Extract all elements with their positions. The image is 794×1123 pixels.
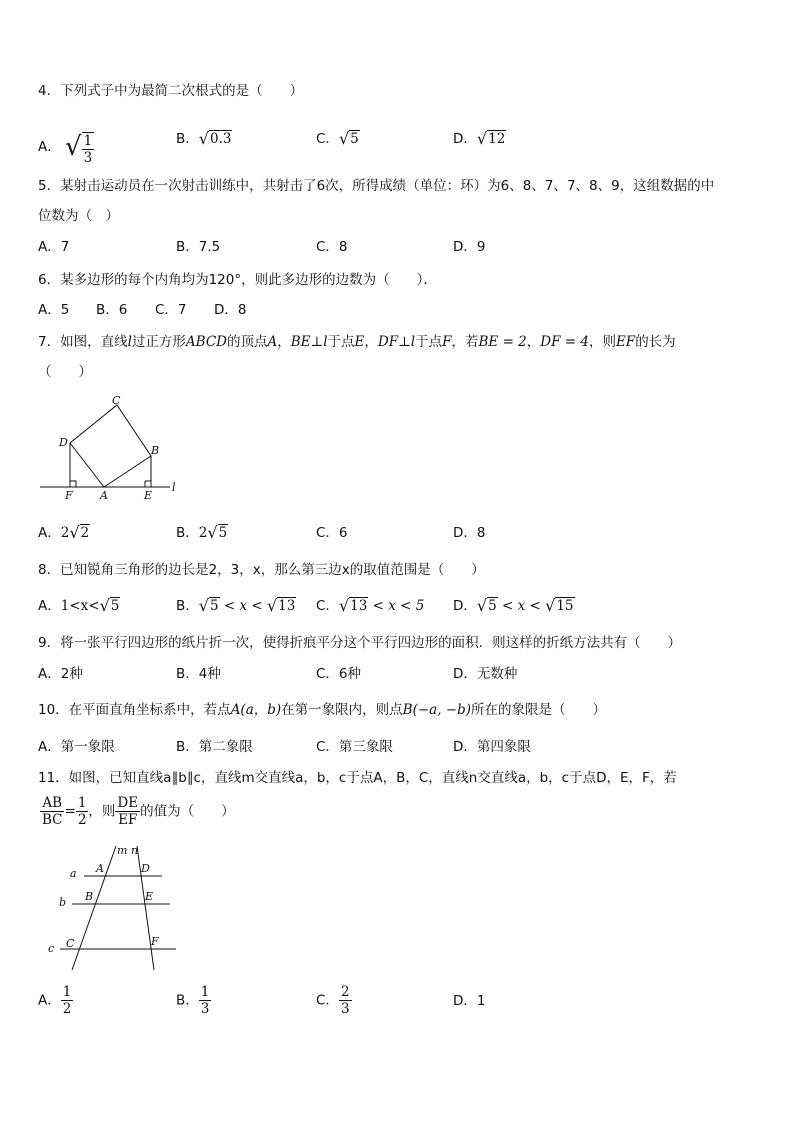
label-line-n: n [131,844,139,857]
q7-stem-line2: （ ） [38,364,92,380]
q8-option-c: C． √ 13 < x < 5 [316,596,425,615]
q11-option-d: D．1 [453,993,486,1009]
q11-option-b: B． $\frac{1}{3}$ [176,984,210,1017]
q4-option-b: B． √ 0.3 [176,129,232,148]
q6-stem: 6．某多边形的每个内角均为120°，则此多边形的边数为（ ）． [38,272,437,288]
q6-option-a: A．5 [38,302,70,318]
q7-option-c: C．6 [316,525,348,541]
label-b: B [151,444,160,457]
label-line-b: b [59,896,67,909]
q11-option-a: A． $\frac{1}{2}$ [38,984,72,1017]
label-c: C [112,394,121,407]
q4-option-c: C． √ 5 [316,129,359,148]
q7-option-a: A．2 √ 2 [38,523,90,542]
q8-stem: 8．已知锐角三角形的边长是2，3，x，那么第三边x的取值范围是（ ） [38,562,485,578]
label-line-c: c [48,942,55,955]
label-point-f: F [151,935,159,948]
label-a: A [100,489,108,502]
q7-figure [36,392,196,504]
label-point-d: D [141,862,150,875]
q6-option-b: B．6 [96,302,128,318]
q11-figure [44,842,184,974]
right-angle-f [70,481,76,487]
label-d: D [59,436,68,449]
label-point-e: E [145,890,154,903]
q5-stem-line1: 5．某射击运动员在一次射击训练中，共射击了6次，所得成绩（单位：环）为6、8、7、7、8、9，这组数据的中 [38,178,715,194]
q6-option-c: C．7 [155,302,187,318]
q9-option-b: B．4种 [176,666,221,682]
q5-option-d: D．9 [453,239,486,255]
q11-stem-line2: $\frac{AB}{BC}$ = $\frac{1}{2}$ ，则 $\frac{DE}{EF}$ 的值为（ ） [42,795,235,828]
label-l: l [172,481,176,494]
q4-option-a: A． √ $\frac{1}{3}$ [38,132,93,166]
q5-stem-line2: 位数为（ ） [38,208,119,224]
q10-option-b: B．第二象限 [176,739,253,755]
q7-option-d: D．8 [453,525,486,541]
label-line-m: m [117,844,128,857]
label-e: E [144,489,153,502]
q10-option-d: D．第四象限 [453,739,531,755]
q8-option-b: B． √ 5 < x < √ 13 [176,596,296,615]
q9-option-d: D．无数种 [453,666,518,682]
q7-stem-line1: 7．如图，直线l过正方形ABCD的顶点A，BE⊥l于点E，DF⊥l于点F，若BE = 2，DF = 4，则EF的长为 [38,334,676,350]
label-f: F [65,489,73,502]
label-point-a: A [96,862,104,875]
line-m [72,846,116,970]
q9-stem: 9．将一张平行四边形的纸片折一次，使得折痕平分这个平行四边形的面积．则这样的折纸方法共有（ ） [38,635,682,651]
q8-option-d: D． √ 5 < x < √ 15 [453,596,574,615]
q9-option-a: A．2种 [38,666,83,682]
q10-option-a: A．第一象限 [38,739,115,755]
q4-option-d: D． √ 12 [453,129,506,148]
label-line-a: a [70,867,77,880]
square-abcd [70,405,151,487]
label-point-c: C [66,937,75,950]
q6-option-d: D．8 [214,302,247,318]
q11-stem-line1: 11．如图，已知直线a∥b∥c，直线m交直线a，b，c于点A，B，C，直线n交直线a，b，c于点D，E，F，若 [38,770,677,786]
label-point-b: B [85,890,94,903]
q5-option-a: A．7 [38,239,70,255]
q10-stem: 10．在平面直角坐标系中，若点A(a，b)在第一象限内，则点B(−a, −b)所在的象限是（ ） [38,702,607,718]
q10-option-c: C．第三象限 [316,739,393,755]
q4-stem: 4．下列式子中为最简二次根式的是（ ） [38,83,304,99]
q7-option-b: B．2 √ 5 [176,523,228,542]
q8-option-a: A．1<x< √ 5 [38,596,120,615]
q9-option-c: C．6种 [316,666,362,682]
q5-option-b: B．7.5 [176,239,221,255]
q5-option-c: C．8 [316,239,348,255]
q11-option-c: C． $\frac{2}{3}$ [316,984,350,1017]
